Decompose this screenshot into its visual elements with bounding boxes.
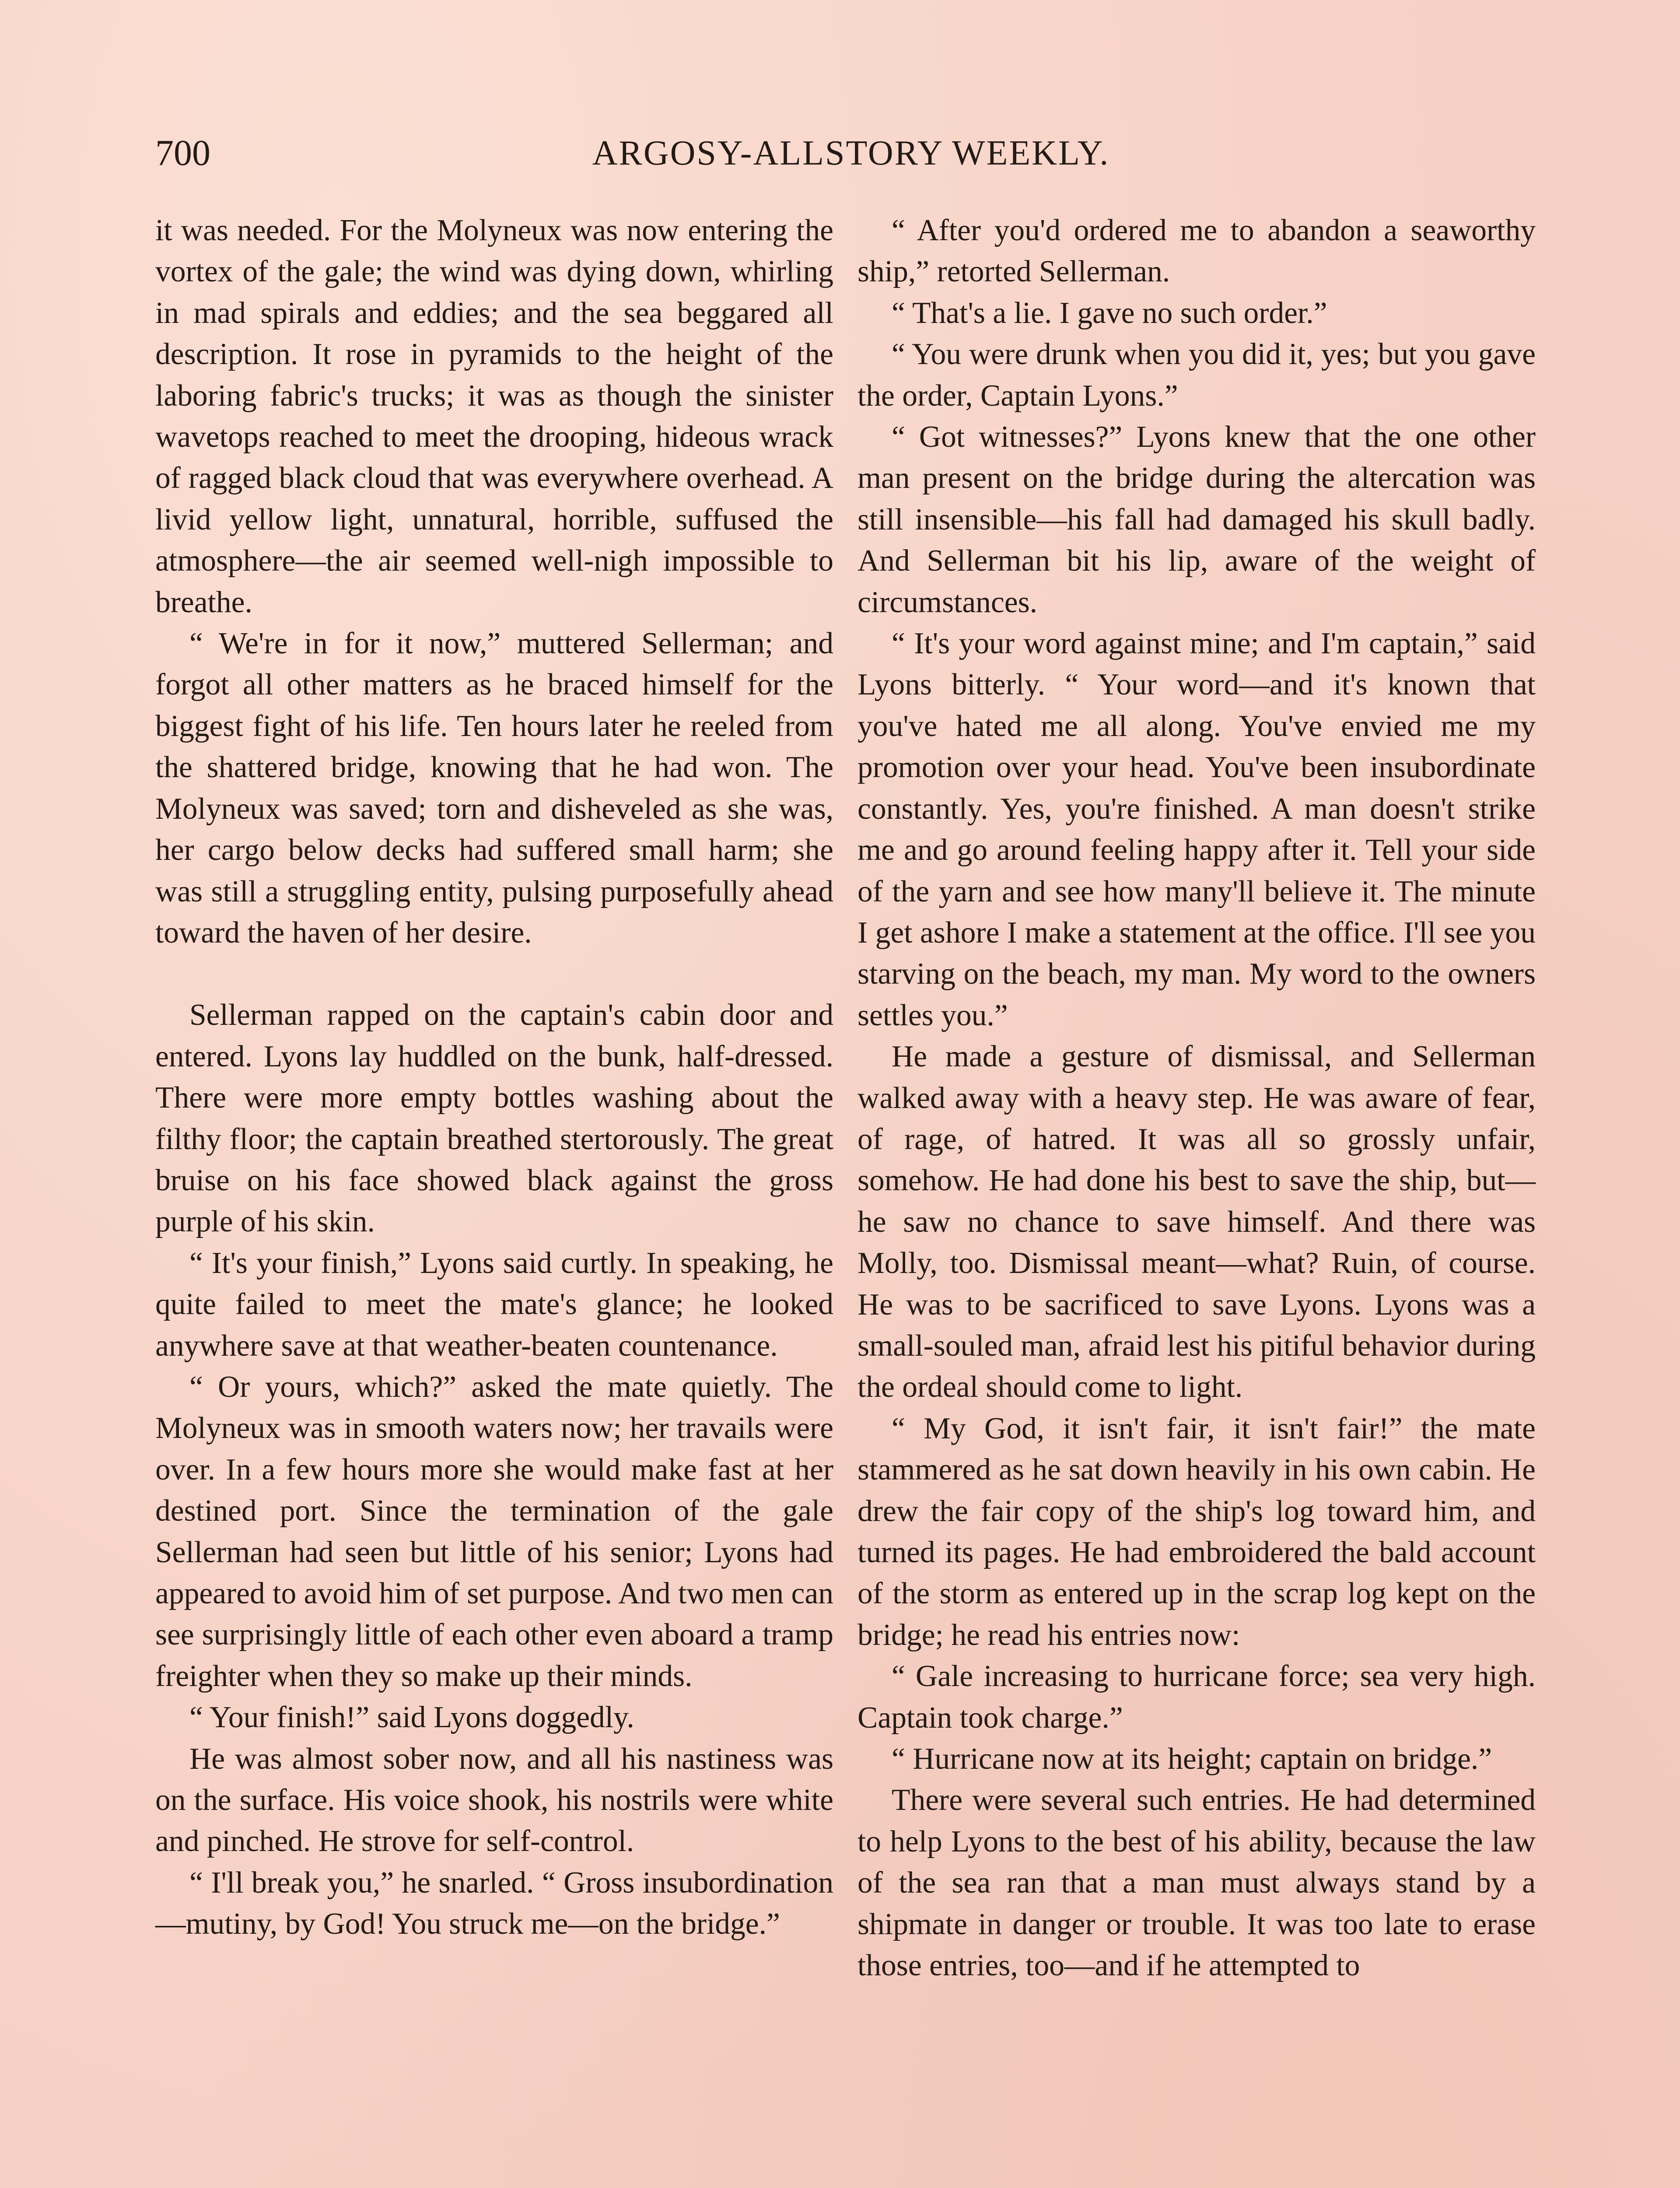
page-header	[155, 129, 1547, 177]
paragraph: “ My God, it isn't fair, it isn't fair!” the mate stammered as he sat down heavily in his own cabin. He drew the fair copy of the ship's log toward him, and turned its pages. He had embroidered the bald account of the storm as entered up in the scrap log kept on the bridge; he read his entries now:	[858, 1411, 1536, 1652]
paragraph: “ Gale increasing to hurricane force; sea very high. Captain took charge.”	[858, 1659, 1536, 1735]
running-head: ARGOSY-ALLSTORY WEEKLY.	[592, 134, 1110, 172]
page-number: 700	[155, 133, 210, 173]
paragraph: it was needed. For the Molyneux was now entering the vortex of the gale; the wind was dying down, whirling in mad spirals and eddies; and the sea beggared all description. It rose in pyramids to the height of the laboring fabric's trucks; it was as though the sinister wavetops reached to meet the drooping, hideous wrack of ragged black cloud that was everywhere overhead. A livid yellow light, unnatural, horrible, suffused the atmosphere—the air seemed well-nigh impossible to breathe.	[155, 214, 833, 619]
paragraph: Sellerman rapped on the captain's cabin door and entered. Lyons lay huddled on the bunk, half-dressed. There were more empty bottles washing about the filthy floor; the captain breathed stertorously. The great bruise on his face showed black against the gross purple of his skin.	[155, 998, 833, 1239]
paragraph: “ You were drunk when you did it, yes; but you gave the order, Captain Lyons.”	[858, 337, 1536, 413]
paragraph: “ Or yours, which?” asked the mate quietly. The Molyneux was in smooth waters now; her travails were over. In a few hours more she would make fast at her destined port. Since the termination of the gale Sellerman had seen but little of his senior; Lyons had appeared to avoid him of set purpose. And two men can see surprisingly little of each other even aboard a tramp freighter when they so make up their minds.	[155, 1370, 833, 1693]
paragraph: “ That's a lie. I gave no such order.”	[892, 296, 1327, 330]
paragraph: There were several such entries. He had determined to help Lyons to the best of his ability, because the law of the sea ran that a man must always stand by a shipmate in danger or trouble. It was too late to erase those entries, too—and if he attempted to	[858, 1783, 1536, 1983]
left-column	[155, 210, 833, 1945]
paragraph: He made a gesture of dismissal, and Sellerman walked away with a heavy step. He was aware of fear, of rage, of hatred. It was all so grossly unfair, somehow. He had done his best to save the ship, but—he saw no chance to save himself. And there was Molly, too. Dismissal meant—what? Ruin, of course. He was to be sacrificed to save Lyons. Lyons was a small-souled man, afraid lest his pitiful behavior during the ordeal should come to light.	[858, 1040, 1536, 1404]
paragraph: “ It's your finish,” Lyons said curtly. In speaking, he quite failed to meet the mate's glance; he looked anywhere save at that weather-beaten countenance.	[155, 1246, 833, 1363]
paragraph: “ After you'd ordered me to abandon a seaworthy ship,” retorted Sellerman.	[858, 214, 1536, 289]
right-column	[858, 210, 1536, 1986]
paragraph: “ I'll break you,” he snarled. “ Gross insubordination—mutiny, by God! You struck me—on the bridge.”	[155, 1865, 833, 1941]
paragraph: “ We're in for it now,” muttered Sellerman; and forgot all other matters as he braced himself for the biggest fight of his life. Ten hours later he reeled from the shattered bridge, knowing that he had won. The Molyneux was saved; torn and disheveled as she was, her cargo below decks had suffered small harm; she was still a struggling entity, pulsing purposefully ahead toward the haven of her desire.	[155, 627, 833, 950]
paragraph: “ Your finish!” said Lyons doggedly.	[189, 1701, 634, 1735]
paragraph: “ Got witnesses?” Lyons knew that the one other man present on the bridge during the altercation was still insensible—his fall had damaged his skull badly. And Sellerman bit his lip, aware of the weight of circumstances.	[858, 420, 1536, 619]
paragraph: He was almost sober now, and all his nastiness was on the surface. His voice shook, his nostrils were white and pinched. He strove for self-control.	[155, 1742, 833, 1858]
paragraph: “ Hurricane now at its height; captain on bridge.”	[892, 1742, 1492, 1776]
paragraph: “ It's your word against mine; and I'm captain,” said Lyons bitterly. “ Your word—and it's known that you've hated me all along. You've envied me my promotion over your head. You've been insubordinate constantly. Yes, you're finished. A man doesn't strike me and go around feeling happy after it. Tell your side of the yarn and see how many'll believe it. The minute I get ashore I make a statement at the office. I'll see you starving on the beach, my man. My word to the owners settles you.”	[858, 627, 1536, 1032]
